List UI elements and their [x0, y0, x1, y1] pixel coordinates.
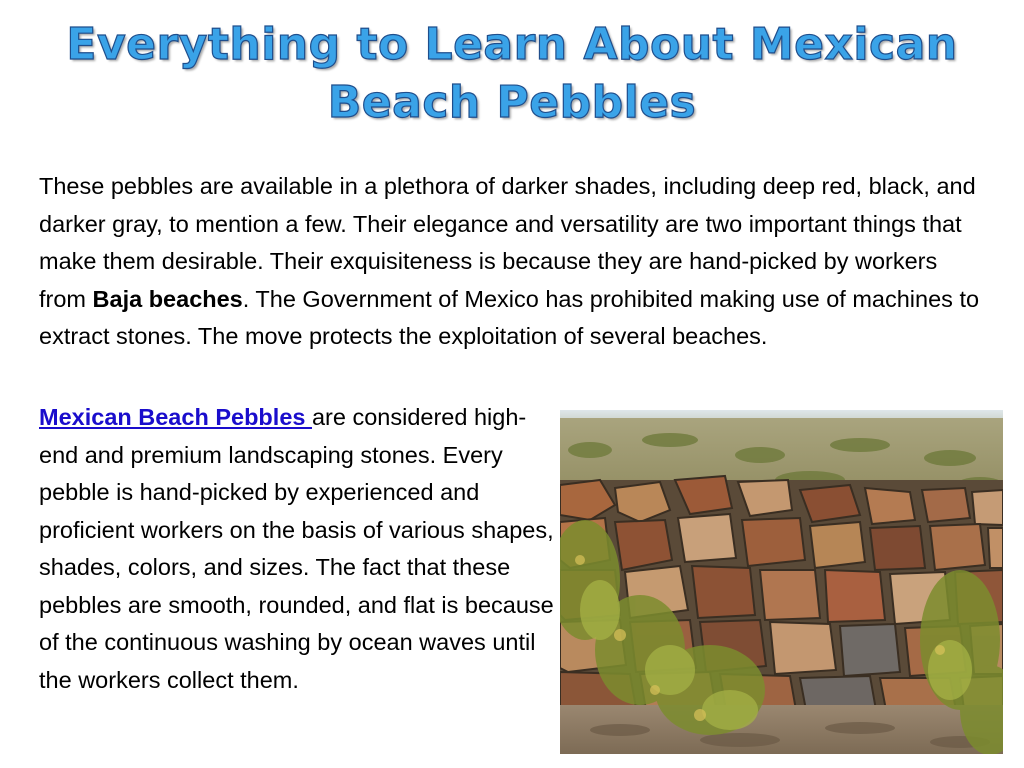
intro-paragraph	[39, 168, 989, 356]
stone-wall-photo	[560, 410, 1003, 754]
page-title: Everything to Learn About Mexican Beach Pebbles	[66, 19, 958, 128]
intro-text-before: These pebbles are available in a plethora of darker shades, including deep red, black, and darker gray, to mention a few. Their elegance and versatility are two important things that make them desirable. Their exquisiteness is because they are hand-picked by workers from	[39, 173, 976, 312]
details-paragraph	[39, 399, 554, 699]
intro-text-bold: Baja beaches	[92, 285, 243, 312]
details-text: are considered high-end and premium landscaping stones. Every pebble is hand-picked by experienced and proficient workers on the basis of various shapes, shades, colors, and sizes. The fact that these pebbles are smooth, rounded, and flat is because of the continuous washing by ocean waves until the workers collect them.	[39, 404, 554, 693]
mexican-beach-pebbles-link[interactable]: Mexican Beach Pebbles	[39, 404, 312, 430]
intro-text-after: . The Government of Mexico has prohibited making use of machines to extract stones. The move protects the exploitation of several beaches.	[39, 285, 980, 349]
